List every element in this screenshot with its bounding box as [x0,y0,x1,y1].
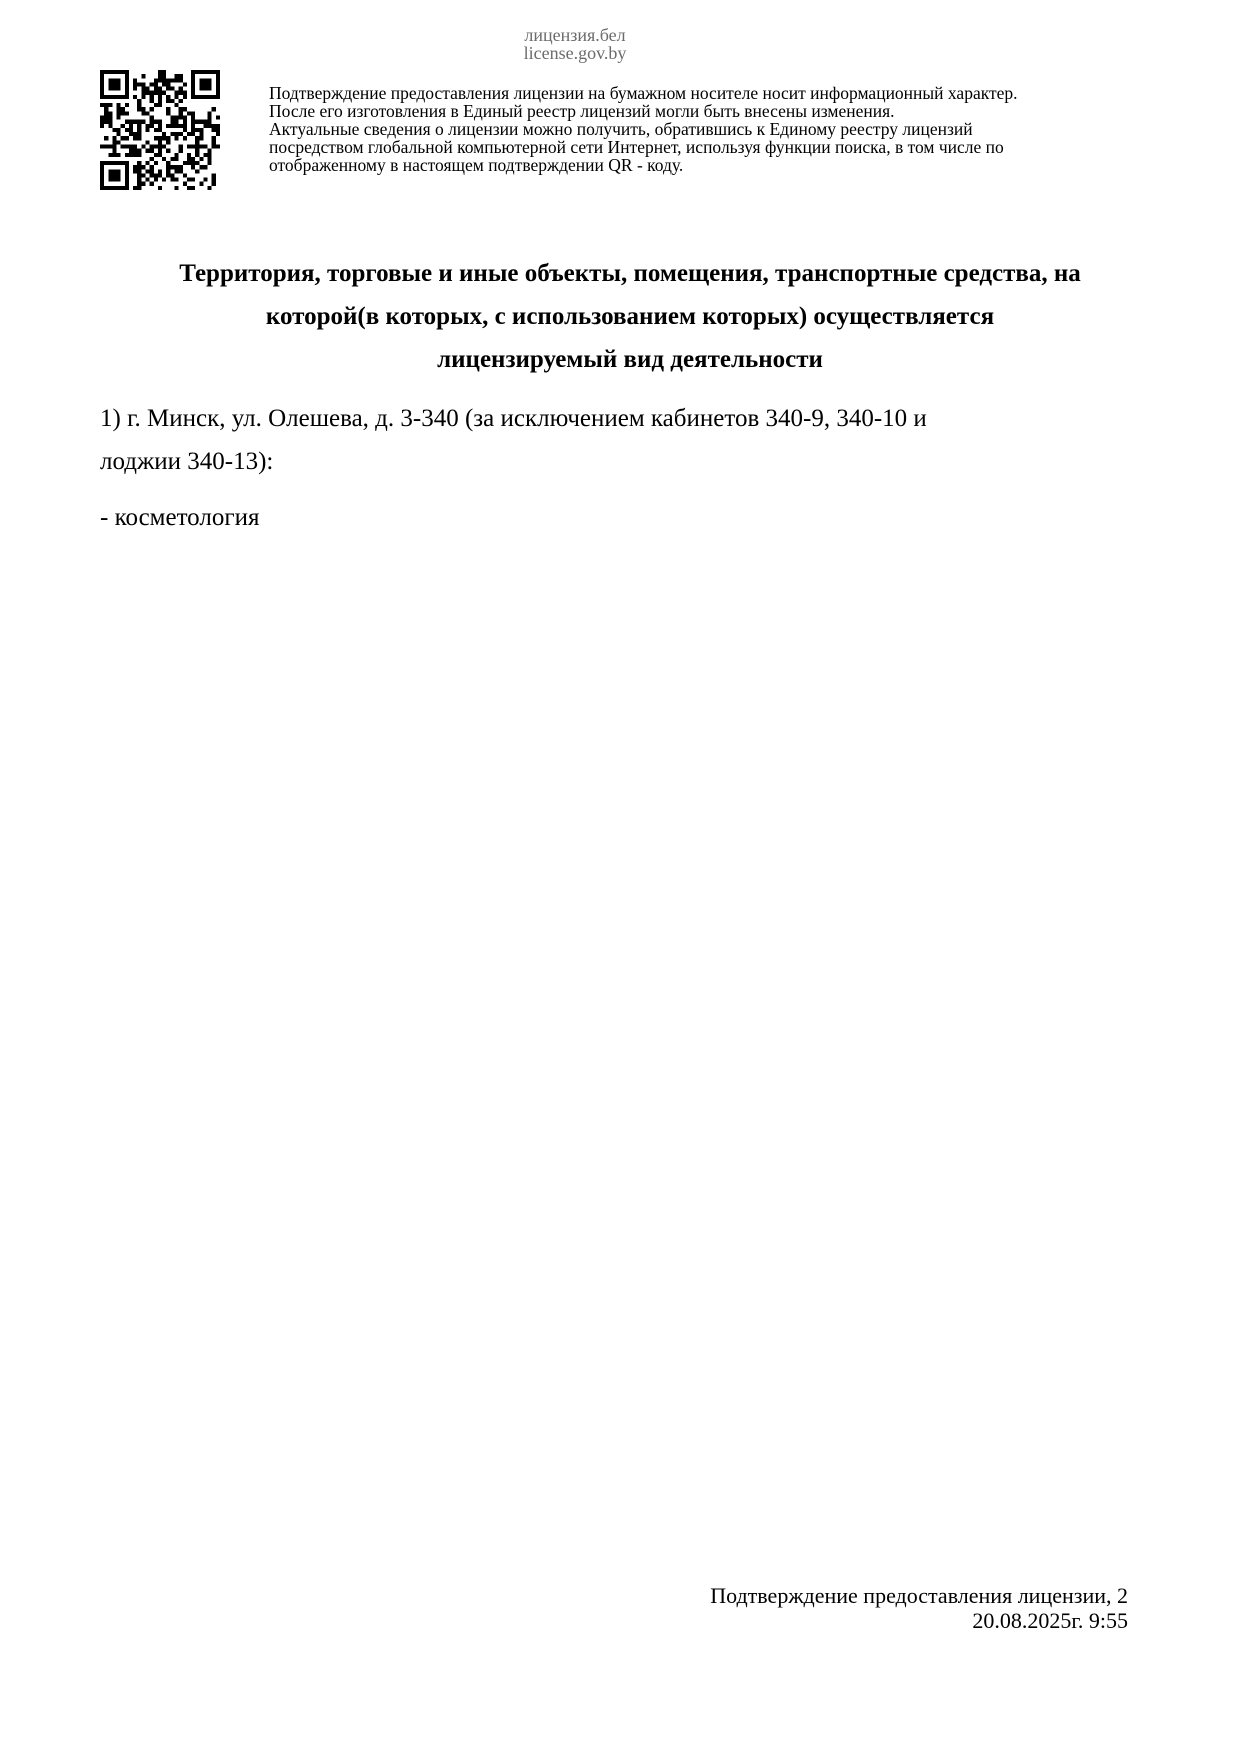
address-line: лоджии 340-13): [100,448,274,475]
section-title [80,252,1180,381]
domain-latin: license.gov.by [523,43,627,63]
disclaimer-line: После его изготовления в Единый реестр лицензий могли быть внесены изменения. [269,101,895,121]
licensed-address [100,397,1100,483]
page-footer [710,1583,1128,1633]
disclaimer-line: Актуальные сведения о лицензии можно получить, обратившись к Единому реестру лицензий [269,119,973,139]
disclaimer-line: Подтверждение предоставления лицензии на бумажном носителе носит информационный характер. [269,83,1018,103]
disclaimer-line: посредством глобальной компьютерной сети Интернет, используя функции поиска, в том числе по [269,137,1004,157]
licensed-activity: - косметология [100,504,260,531]
domain-cyrillic: лицензия.бел [524,25,626,45]
section-title-line: лицензируемый вид деятельности [437,346,823,373]
footer-document-label: Подтверждение предоставления лицензии, 2 [710,1583,1128,1608]
qr-code-icon [100,70,220,190]
disclaimer-text [269,84,1169,174]
section-title-line: которой(в которых, с использованием которых) осуществляется [265,303,995,330]
section-title-line: Территория, торговые и иные объекты, помещения, транспортные средства, на [179,260,1081,287]
footer-datetime: 20.08.2025г. 9:55 [972,1608,1128,1633]
site-domain-header [0,26,1150,62]
address-line: 1) г. Минск, ул. Олешева, д. 3-340 (за исключением кабинетов 340-9, 340-10 и [100,405,927,432]
disclaimer-line: отображенному в настоящем подтверждении QR - коду. [269,155,684,175]
